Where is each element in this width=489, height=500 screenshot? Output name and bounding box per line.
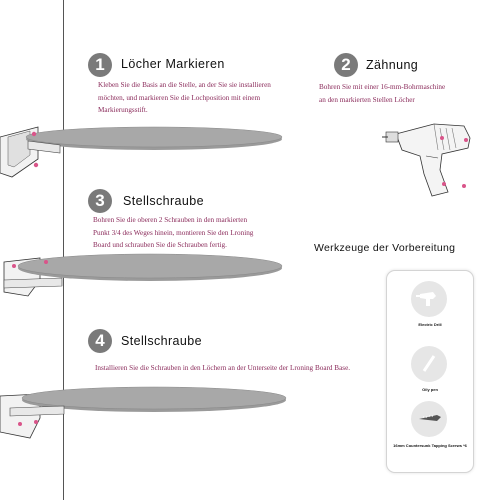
- step-2-title: Zähnung: [366, 58, 419, 72]
- step-4-number-badge: 4: [88, 329, 112, 353]
- tool-label-screws: 16mm Countersunk Tapping Screws *6: [393, 443, 467, 448]
- step-3-desc-line: Bohren Sie die oberen 2 Schrauben in den markierten: [93, 216, 248, 224]
- step-3-number-badge: 3: [88, 189, 112, 213]
- mark-dot: [464, 138, 468, 142]
- step-3-desc-line: Punkt 3/4 des Weges hinein, montieren Sie den Lroning: [93, 228, 254, 237]
- screw-icon: [411, 401, 447, 437]
- step-4-desc-line: Installieren Sie die Schrauben in den Löchern an der Unterseite der Lroning Board Base.: [95, 364, 351, 372]
- board-illustration-3: [0, 252, 300, 302]
- step-1-desc-line: Markierungsstift.: [98, 106, 148, 114]
- step-1-title: Löcher Markieren: [121, 57, 225, 71]
- board-illustration-4: [0, 382, 300, 442]
- step-3-description: [93, 214, 253, 252]
- step-3-title: Stellschraube: [123, 194, 204, 208]
- step-4-description: [95, 362, 350, 375]
- mark-dot: [32, 132, 36, 136]
- mark-dot: [442, 182, 446, 186]
- step-2-description: [319, 81, 445, 106]
- mark-dot: [12, 264, 16, 268]
- drill-icon: [411, 281, 447, 317]
- step-2-desc-line: an den markierten Stellen Löcher: [319, 95, 415, 104]
- mark-dot: [462, 184, 466, 188]
- step-1-number-badge: 1: [88, 53, 112, 77]
- step-3-desc-line: Board und schrauben Sie die Schrauben fertig.: [93, 241, 227, 249]
- tool-label-oily-pen: Oily pen: [422, 387, 438, 392]
- mark-dot: [34, 420, 38, 424]
- board-illustration-1: [0, 115, 300, 185]
- mark-dot: [34, 163, 38, 167]
- step-1-description: [98, 79, 271, 117]
- step-2-desc-line: Bohren Sie mit einer 16-mm-Bohrmaschine: [319, 83, 446, 91]
- mark-dot: [18, 422, 22, 426]
- mark-dot: [44, 260, 48, 264]
- step-1-desc-line: Kleben Sie die Basis an die Stelle, an der Sie sie installieren: [98, 81, 271, 89]
- step-1-desc-line: möchten, und markieren Sie die Lochposition mit einem: [98, 93, 261, 102]
- tools-card: [386, 270, 474, 473]
- tools-title: Werkzeuge der Vorbereitung: [314, 242, 456, 254]
- step-4-title: Stellschraube: [121, 334, 202, 348]
- step-2-number-badge: 2: [334, 53, 358, 77]
- pen-icon: [411, 346, 447, 382]
- drill-illustration: [382, 108, 482, 208]
- tool-label-electric-drill: Electric Drill: [418, 322, 442, 327]
- mark-dot: [440, 136, 444, 140]
